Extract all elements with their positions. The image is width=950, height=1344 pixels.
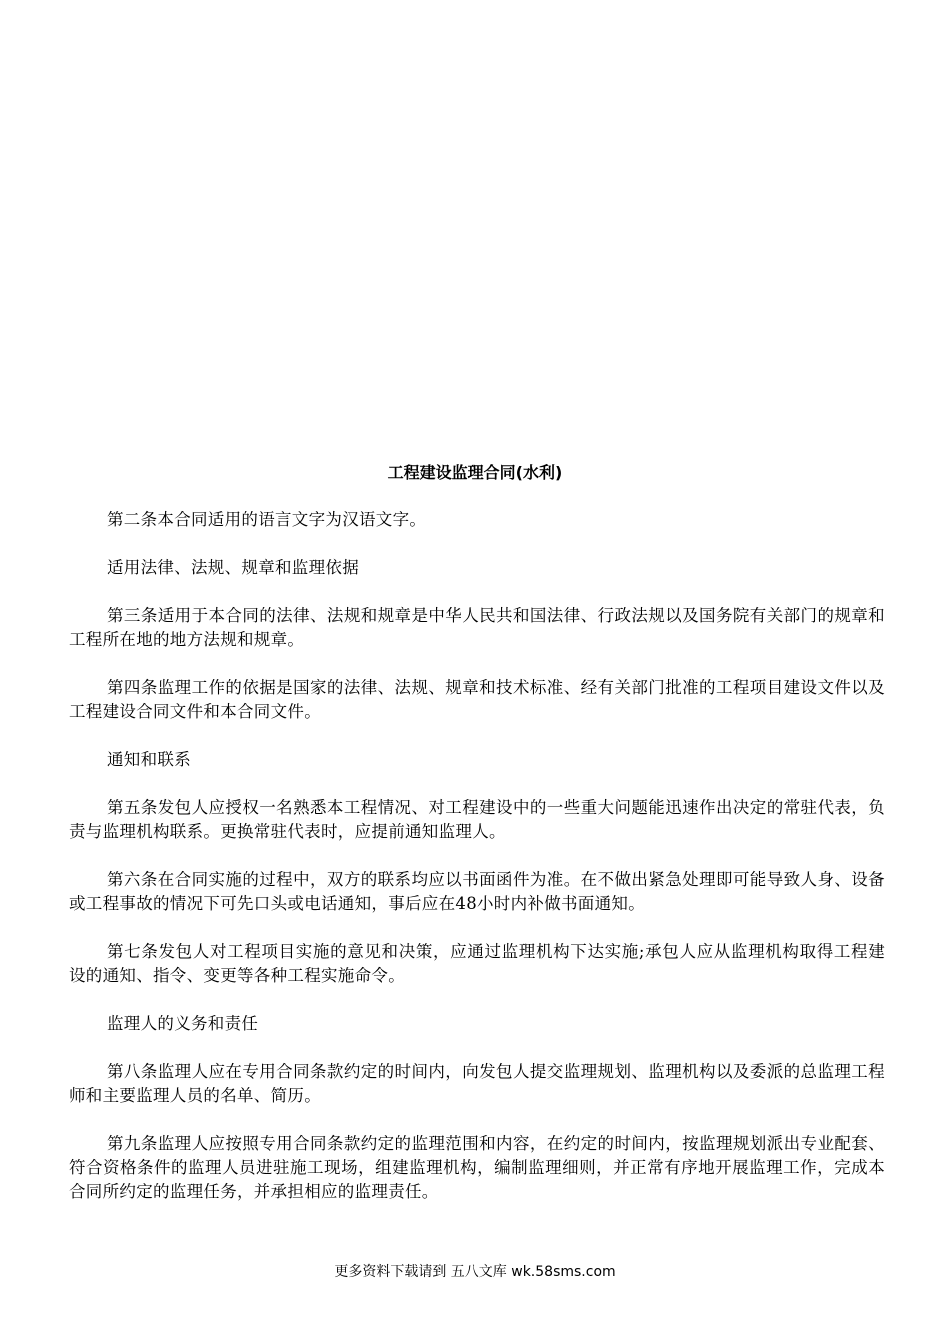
paragraph-article-4: 第四条监理工作的依据是国家的法律、法规、规章和技术标准、经有关部门批准的工程项目建设文件以及工程建设合同文件和本合同文件。 (69, 678, 885, 721)
paragraph-article-6: 第六条在合同实施的过程中，双方的联系均应以书面函件为准。在不做出紧急处理即可能导致人身、设备或工程事故的情况下可先口头或电话通知，事后应在48小时内补做书面通知。 (69, 870, 885, 913)
section-heading-supervisor-duties: 监理人的义务和责任 (107, 1014, 259, 1033)
section-heading-applicable-law: 适用法律、法规、规章和监理依据 (107, 558, 359, 577)
section-heading-notice: 通知和联系 (107, 750, 191, 769)
paragraph-article-3: 第三条适用于本合同的法律、法规和规章是中华人民共和国法律、行政法规以及国务院有关部门的规章和工程所在地的地方法规和规章。 (69, 606, 885, 649)
document-body (69, 508, 885, 1228)
paragraph-article-5: 第五条发包人应授权一名熟悉本工程情况、对工程建设中的一些重大问题能迅速作出决定的常驻代表，负责与监理机构联系。更换常驻代表时，应提前通知监理人。 (69, 798, 885, 841)
document-title: 工程建设监理合同(水利) (387, 463, 563, 482)
paragraph-article-2: 第二条本合同适用的语言文字为汉语文字。 (107, 510, 427, 529)
paragraph-article-7: 第七条发包人对工程项目实施的意见和决策，应通过监理机构下达实施;承包人应从监理机构取得工程建设的通知、指令、变更等各种工程实施命令。 (69, 942, 885, 985)
page-footer: 更多资料下载请到 五八文库 wk.58sms.com (334, 1264, 616, 1280)
paragraph-article-9: 第九条监理人应按照专用合同条款约定的监理范围和内容，在约定的时间内，按监理规划派出专业配套、符合资格条件的监理人员进驻施工现场，组建监理机构，编制监理细则，并正常有序地开展监理工作，完成本合同所约定的监理任务，并承担相应的监理责任。 (69, 1134, 885, 1201)
paragraph-article-8: 第八条监理人应在专用合同条款约定的时间内，向发包人提交监理规划、监理机构以及委派的总监理工程师和主要监理人员的名单、简历。 (69, 1062, 885, 1105)
